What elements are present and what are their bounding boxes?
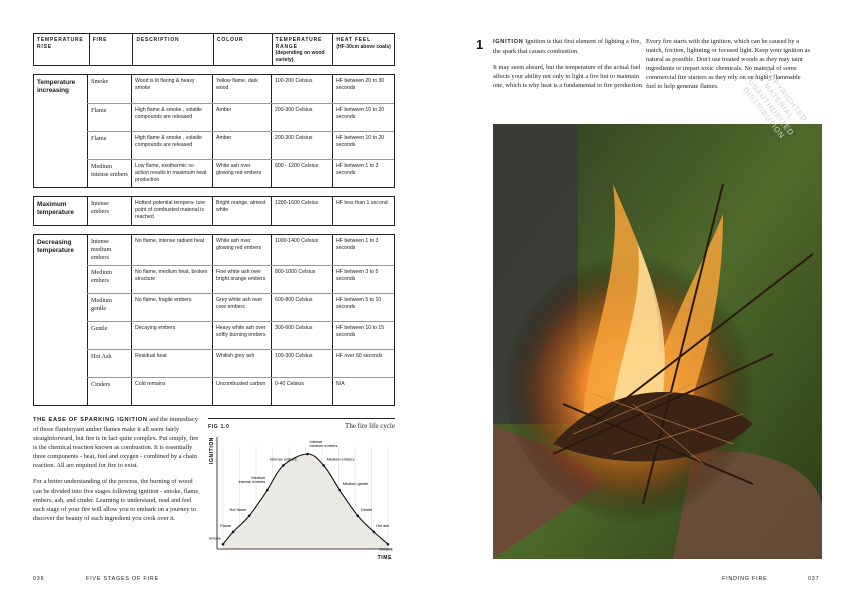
temperature-table	[33, 33, 395, 406]
intro-paragraph-1	[33, 415, 201, 470]
colour-cell: Uncombusted carbon	[212, 378, 271, 405]
colour-cell: Fine white ash over bright orange embers	[212, 266, 271, 293]
chart-point-label: Cinders	[379, 546, 393, 552]
chart-point	[338, 489, 341, 492]
fire-photo-illustration	[493, 124, 822, 559]
group-label: Decreasing temperature	[37, 239, 74, 254]
right-col2-paragraph-1: Every fire starts with the ignition, which can be caused by a match, friction, lightning or focused light. Keep your ignition as natural as possible. Don't use treated woods as they may taint ingredients or impart toxic chemicals. No material of some commercial fire starters as they rely on on highly flammable fuel to help generate flames.	[646, 38, 810, 91]
chart-point-label: Intense medium embers	[309, 438, 338, 448]
table-row	[87, 321, 394, 349]
range-cell: 100-200 Celsius	[271, 75, 332, 103]
heat-cell: HF between 5 to 10 seconds	[332, 294, 394, 321]
header-temperature-rise: TEMPERATURE RISE	[37, 37, 84, 50]
heat-cell: HF over 60 seconds	[332, 350, 394, 377]
fire-cell: Flame	[87, 132, 131, 159]
fire-cell: Intense medium embers	[87, 235, 131, 265]
fire-cell: Gentle	[87, 322, 131, 349]
x-axis-label: TIME	[377, 555, 392, 561]
description-cell: Hottest potential tempera- ture point of combusted material is reached	[131, 197, 212, 225]
range-cell: 1200-1600 Celsius	[271, 197, 332, 225]
table-row	[87, 349, 394, 377]
chart-point	[266, 489, 269, 492]
colour-cell: Yellow flame, dark wood	[212, 75, 271, 103]
colour-cell: Heavy white ash over softly burning embers	[212, 322, 271, 349]
table-group-gap	[33, 226, 395, 234]
colour-cell: Amber	[212, 104, 271, 131]
description-cell: High flame & smoke , volatile compounds are released	[131, 132, 212, 159]
table-row	[87, 103, 394, 131]
chart-point	[306, 453, 309, 456]
heat-cell: HF between 10 to 20 seconds	[332, 104, 394, 131]
colour-cell: Grey white ash over core embers	[212, 294, 271, 321]
fire-life-cycle-figure	[208, 418, 395, 565]
right-page-number: 037	[808, 576, 820, 582]
chart-point	[248, 514, 251, 517]
colour-cell: Bright orange, almost white	[212, 197, 271, 225]
heat-cell: HF between 10 to 20 seconds	[332, 132, 394, 159]
table-row	[87, 159, 394, 187]
header-heat-title: HEAT FEEL	[336, 37, 371, 43]
figure-title: The fire life cycle	[345, 422, 395, 430]
fire-photo	[493, 124, 822, 559]
chart-point	[373, 531, 376, 534]
table-row	[87, 265, 394, 293]
colour-cell: White ash over glowing red embers	[212, 235, 271, 265]
chart-point	[357, 514, 360, 517]
y-axis-label: IGNITION	[209, 436, 215, 464]
right-col1-paragraph-2: It may seem absurd, but the temperature of the actual fuel affects your ability not only to light a fire but to maintain one, which is why heat is a fundamental to fire production.	[493, 64, 644, 90]
chart-point-label: Flame	[220, 522, 232, 528]
range-cell: 200-300 Celsius	[271, 132, 332, 159]
table-row	[87, 293, 394, 321]
table-row	[87, 377, 394, 405]
fire-cell: Hot Ash	[87, 350, 131, 377]
table-row	[87, 235, 394, 265]
chart-point-label: Medium Intense embers	[238, 474, 266, 485]
chapter-number: 1	[476, 37, 484, 52]
chart-point	[387, 543, 390, 546]
chart-point-label: Gentle	[360, 506, 373, 512]
range-cell: 800-1000 Celsius	[271, 266, 332, 293]
description-cell: Decaying embers	[131, 322, 212, 349]
group-label: Temperature increasing	[37, 79, 76, 94]
description-cell: High flame & smoke , volatile compounds are released	[131, 104, 212, 131]
intro-text	[33, 415, 201, 530]
description-cell: No flame, fragile embers	[131, 294, 212, 321]
range-cell: 600 - 1200 Celsius	[271, 160, 332, 187]
chart-point	[222, 543, 225, 546]
chart-point	[232, 531, 235, 534]
intro-paragraph-2: For a better understanding of the process, the burning of wood can be divided into five stages following ignition - smoke, flame, embers, ash, and cinder. Learning to understand, read and feel each stage of your fire will allow you to embark on a journey to discover the beauty of each ingredient you cook over it.	[33, 478, 200, 522]
right-column-1	[493, 37, 645, 97]
table-row	[87, 75, 394, 103]
heat-cell: HF between 20 to 30 seconds	[332, 75, 394, 103]
intro-p1-body: and the immediacy of those flamboyant amber flames make it all seem fairly straightforward, but fire is in fact quite complex. Put simply, fire is the chemical reaction known as combustion. It is essentially three components - heat, fuel and oxygen - combined by a chain reaction. All are required for fire to exist.	[33, 416, 199, 470]
left-page-number: 036	[33, 576, 45, 582]
header-description: DESCRIPTION	[132, 34, 213, 65]
chart-point-label: Intense embers	[269, 456, 297, 462]
colour-cell: Amber	[212, 132, 271, 159]
fire-cell: Medium intense embers	[87, 160, 131, 187]
range-cell: 600-800 Celsius	[271, 294, 332, 321]
ignition-lead: IGNITION	[493, 39, 524, 45]
heat-cell: HF less than 1 second	[332, 197, 394, 225]
chart-point-label: Medium embers	[326, 456, 355, 462]
table-group-gap	[33, 188, 395, 196]
heat-cell: HF between 3 to 5 seconds	[332, 266, 394, 293]
heat-cell: N/A	[332, 378, 394, 405]
group-label: Maximum temperature	[37, 201, 74, 216]
chart-point	[322, 464, 325, 467]
description-cell: Low flame, exothermic re- action results in maximum heat production	[131, 160, 212, 187]
chart-point-label: Hot ash	[375, 522, 390, 528]
heat-cell: HF between 1 to 3 seconds	[332, 235, 394, 265]
header-range-title: TEMPERATURE RANGE	[275, 37, 323, 50]
description-cell: No flame, medium heat, broken structure	[131, 266, 212, 293]
fire-cell: Intense embers	[87, 197, 131, 225]
table-header-row	[33, 33, 395, 66]
range-cell: 1000-1400 Celsius	[271, 235, 332, 265]
table-row	[87, 197, 394, 225]
chart-point-label: Smoke	[208, 535, 221, 541]
header-range-sub: (depending on wood variety)	[275, 50, 325, 63]
fire-cycle-chart	[208, 432, 395, 565]
range-cell: 300-600 Celsius	[271, 322, 332, 349]
right-col1-paragraph-1	[493, 37, 645, 56]
description-cell: No flame, intense radiant heat	[131, 235, 212, 265]
curve-fill	[223, 454, 388, 549]
fire-cell: Smoke	[87, 75, 131, 103]
heat-cell: HF between 10 to 15 seconds	[332, 322, 394, 349]
fire-cell: Cinders	[87, 378, 131, 405]
table-group-gap	[33, 66, 395, 74]
table-group	[33, 234, 395, 406]
figure-label: FIG 1.0	[208, 424, 230, 430]
description-cell: Residual heat	[131, 350, 212, 377]
fire-cell: Flame	[87, 104, 131, 131]
colour-cell: Whitish grey ash	[212, 350, 271, 377]
description-cell: Cold remains	[131, 378, 212, 405]
range-cell: 100-300 Celsius	[271, 350, 332, 377]
chart-point-label: Medium gentle	[342, 481, 369, 487]
chart-point-label: Hot flame	[229, 506, 247, 512]
colour-cell: White ash over glowing red embers	[212, 160, 271, 187]
header-colour: COLOUR	[213, 34, 272, 65]
range-cell: 200-300 Celsius	[271, 104, 332, 131]
table-row	[87, 131, 394, 159]
intro-lead: THE EASE OF SPARKING IGNITION	[33, 417, 148, 423]
chart-point	[282, 464, 285, 467]
description-cell: Wood is lit flaring & heavy smoke	[131, 75, 212, 103]
range-cell: 0-40 Celsius	[271, 378, 332, 405]
right-section-title: FINDING FIRE	[722, 576, 768, 582]
table-group	[33, 196, 395, 226]
figure-header	[208, 418, 395, 430]
fire-cell: Medium embers	[87, 266, 131, 293]
fire-cell: Medium gentle	[87, 294, 131, 321]
heat-cell: HF between 1 to 3 seconds	[332, 160, 394, 187]
left-section-title: FIVE STAGES OF FIRE	[86, 576, 159, 582]
right-col1-p1-body: Ignition is that first element of lighting a fire, the spark that causes combustion.	[493, 38, 641, 55]
header-temperature-range	[272, 34, 333, 65]
header-fire: FIRE	[89, 34, 133, 65]
header-heat-feel	[332, 34, 394, 65]
header-heat-sub: (HF-30cm above coals)	[336, 43, 391, 50]
table-group	[33, 74, 395, 188]
copyright-watermark: COPYRIGHTED MATERIAL UNAUTHORIZED DISTRIBUTION	[741, 67, 810, 141]
